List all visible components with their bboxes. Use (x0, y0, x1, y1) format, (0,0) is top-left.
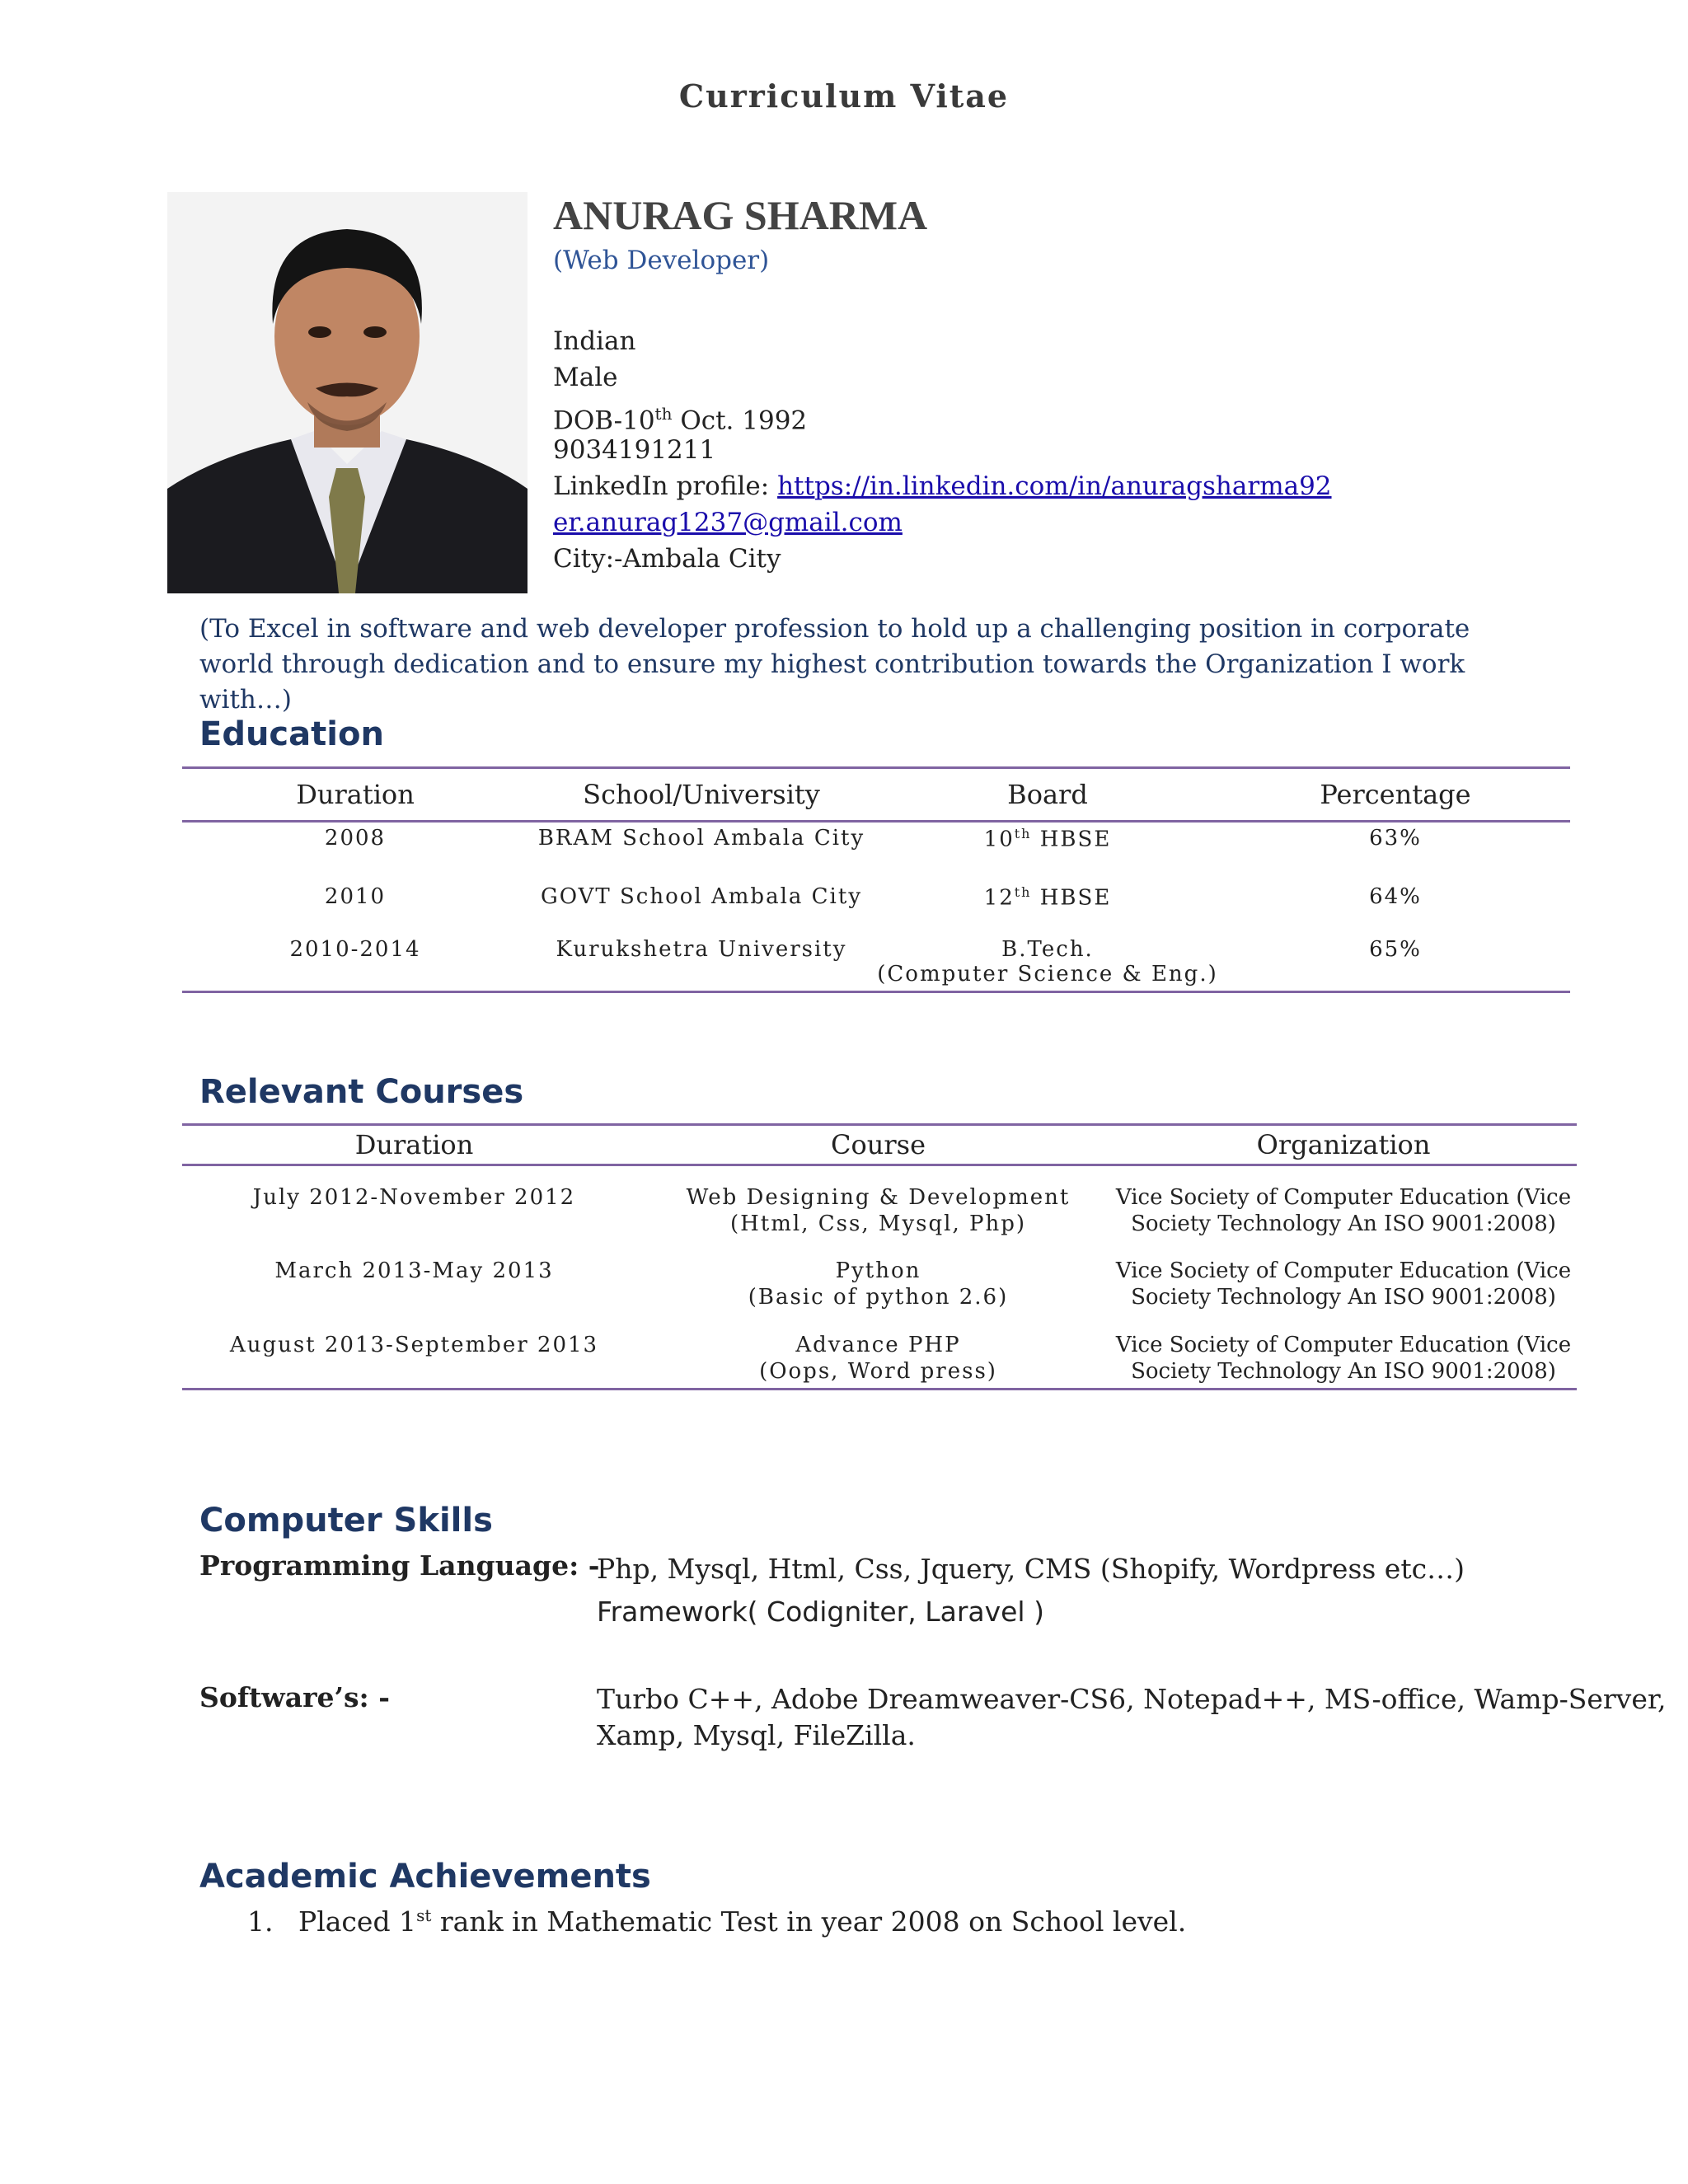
org-line1: Vice Society of Computer Education (Vice (1115, 1258, 1572, 1283)
edu-board-main: 10 (983, 827, 1015, 852)
achievement-number: 1. (247, 1905, 274, 1938)
education-header-row (182, 768, 1570, 822)
education-header-percentage: Percentage (1221, 768, 1570, 822)
achievements-heading: Academic Achievements (199, 1858, 651, 1896)
course-duration: August 2013-September 2013 (182, 1317, 646, 1390)
course-organization (1110, 1317, 1577, 1390)
edu-percentage: 63% (1369, 826, 1422, 851)
list-item (247, 1905, 1186, 1938)
linkedin-row (553, 468, 1332, 504)
phone: 9034191211 (553, 435, 716, 465)
edu-board-main: B.Tech. (1001, 936, 1094, 962)
org-line1: Vice Society of Computer Education (Vice (1115, 1185, 1572, 1210)
edu-board-sup: th (1014, 883, 1032, 900)
courses-header-organization: Organization (1110, 1125, 1577, 1165)
course-title: Web Designing & Development (686, 1185, 1071, 1210)
course-title: Advance PHP (795, 1332, 961, 1357)
course-organization (1110, 1241, 1577, 1317)
edu-percentage: 65% (1221, 936, 1570, 992)
edu-board (874, 822, 1221, 883)
edu-duration: 2010-2014 (182, 936, 528, 992)
course-duration: March 2013-May 2013 (274, 1258, 554, 1283)
gender: Male (553, 363, 618, 392)
courses-header-duration: Duration (182, 1125, 646, 1165)
edu-board-sup: th (1014, 826, 1032, 841)
edu-school: GOVT School Ambala City (540, 883, 863, 909)
table-row (182, 1165, 1577, 1241)
linkedin-label: LinkedIn profile: (553, 471, 778, 501)
course-duration: July 2012-November 2012 (252, 1185, 576, 1210)
courses-header-row (182, 1125, 1577, 1165)
table-row (182, 1317, 1577, 1390)
career-objective: (To Excel in software and web developer profession to hold up a challenging position in corporate world through dedication and to ensure my highest contribution towards the Organization I work with…) (199, 614, 1470, 715)
table-row (182, 822, 1570, 883)
achievement-pre: Placed 1 (298, 1905, 417, 1938)
programming-languages: Php, Mysql, Html, Css, Jquery, CMS (Shopify, Wordpress etc…) (597, 1553, 1465, 1585)
edu-board (874, 883, 1221, 936)
achievement-post: rank in Mathematic Test in year 2008 on School level. (431, 1905, 1187, 1938)
edu-board-rest: HBSE (1031, 885, 1112, 911)
edu-board-main: 12 (983, 885, 1015, 911)
edu-board (874, 936, 1221, 992)
education-heading: Education (199, 715, 384, 753)
date-of-birth (553, 396, 1332, 436)
document-title: Curriculum Vitae (678, 77, 1010, 115)
achievements-list (247, 1905, 1186, 1938)
courses-header-course: Course (646, 1125, 1110, 1165)
edu-school: Kurukshetra University (528, 936, 874, 992)
dob-suffix: Oct. 1992 (672, 405, 808, 436)
edu-duration: 2010 (324, 883, 387, 909)
profile-photo (167, 192, 528, 593)
edu-duration: 2008 (324, 826, 387, 851)
course-name (646, 1241, 1110, 1317)
personal-info (553, 323, 1332, 577)
courses-table (182, 1123, 1577, 1390)
courses-heading: Relevant Courses (199, 1073, 524, 1111)
candidate-name: ANURAG SHARMA (553, 192, 928, 238)
education-header-board: Board (874, 768, 1221, 822)
achievement-sup: st (416, 1905, 432, 1925)
programming-label: Programming Language: - (199, 1549, 600, 1582)
email-row (553, 504, 1332, 541)
software-label: Software’s: - (199, 1681, 390, 1713)
edu-board-rest: HBSE (1031, 827, 1112, 852)
city: City:-Ambala City (553, 544, 781, 574)
education-header-duration: Duration (182, 768, 528, 822)
email-link[interactable]: er.anurag1237@gmail.com (553, 508, 903, 537)
education-header-school: School/University (528, 768, 874, 822)
course-organization (1110, 1165, 1577, 1241)
course-name (646, 1317, 1110, 1390)
nationality: Indian (553, 326, 636, 356)
edu-board-sub: (Computer Science & Eng.) (877, 961, 1218, 987)
edu-school: BRAM School Ambala City (537, 826, 865, 851)
course-detail: (Oops, Word press) (759, 1358, 997, 1384)
linkedin-link[interactable]: https://in.linkedin.com/in/anuragsharma92 (777, 471, 1332, 501)
education-table (182, 766, 1570, 993)
course-title: Python (835, 1258, 921, 1283)
org-line2: Society Technology An ISO 9001:2008) (1131, 1284, 1556, 1310)
org-line1: Vice Society of Computer Education (Vice (1115, 1332, 1572, 1357)
dob-sup: th (654, 404, 673, 424)
candidate-role: (Web Developer) (553, 246, 770, 275)
programming-value (597, 1549, 1685, 1632)
programming-frameworks: Framework( Codigniter, Laravel ) (597, 1596, 1044, 1628)
table-row (182, 936, 1570, 992)
edu-percentage: 64% (1369, 883, 1422, 909)
table-row (182, 1241, 1577, 1317)
table-row (182, 883, 1570, 936)
course-name (646, 1165, 1110, 1241)
org-line2: Society Technology An ISO 9001:2008) (1131, 1212, 1556, 1236)
dob-prefix: DOB-10 (553, 405, 655, 436)
software-value: Turbo C++, Adobe Dreamweaver-CS6, Notepad++, MS-office, Wamp-Server, Xamp, Mysql, FileZilla. (597, 1683, 1667, 1751)
org-line2: Society Technology An ISO 9001:2008) (1131, 1358, 1556, 1384)
course-detail: (Basic of python 2.6) (748, 1284, 1009, 1310)
skills-heading: Computer Skills (199, 1502, 493, 1540)
course-detail: (Html, Css, Mysql, Php) (729, 1212, 1027, 1236)
